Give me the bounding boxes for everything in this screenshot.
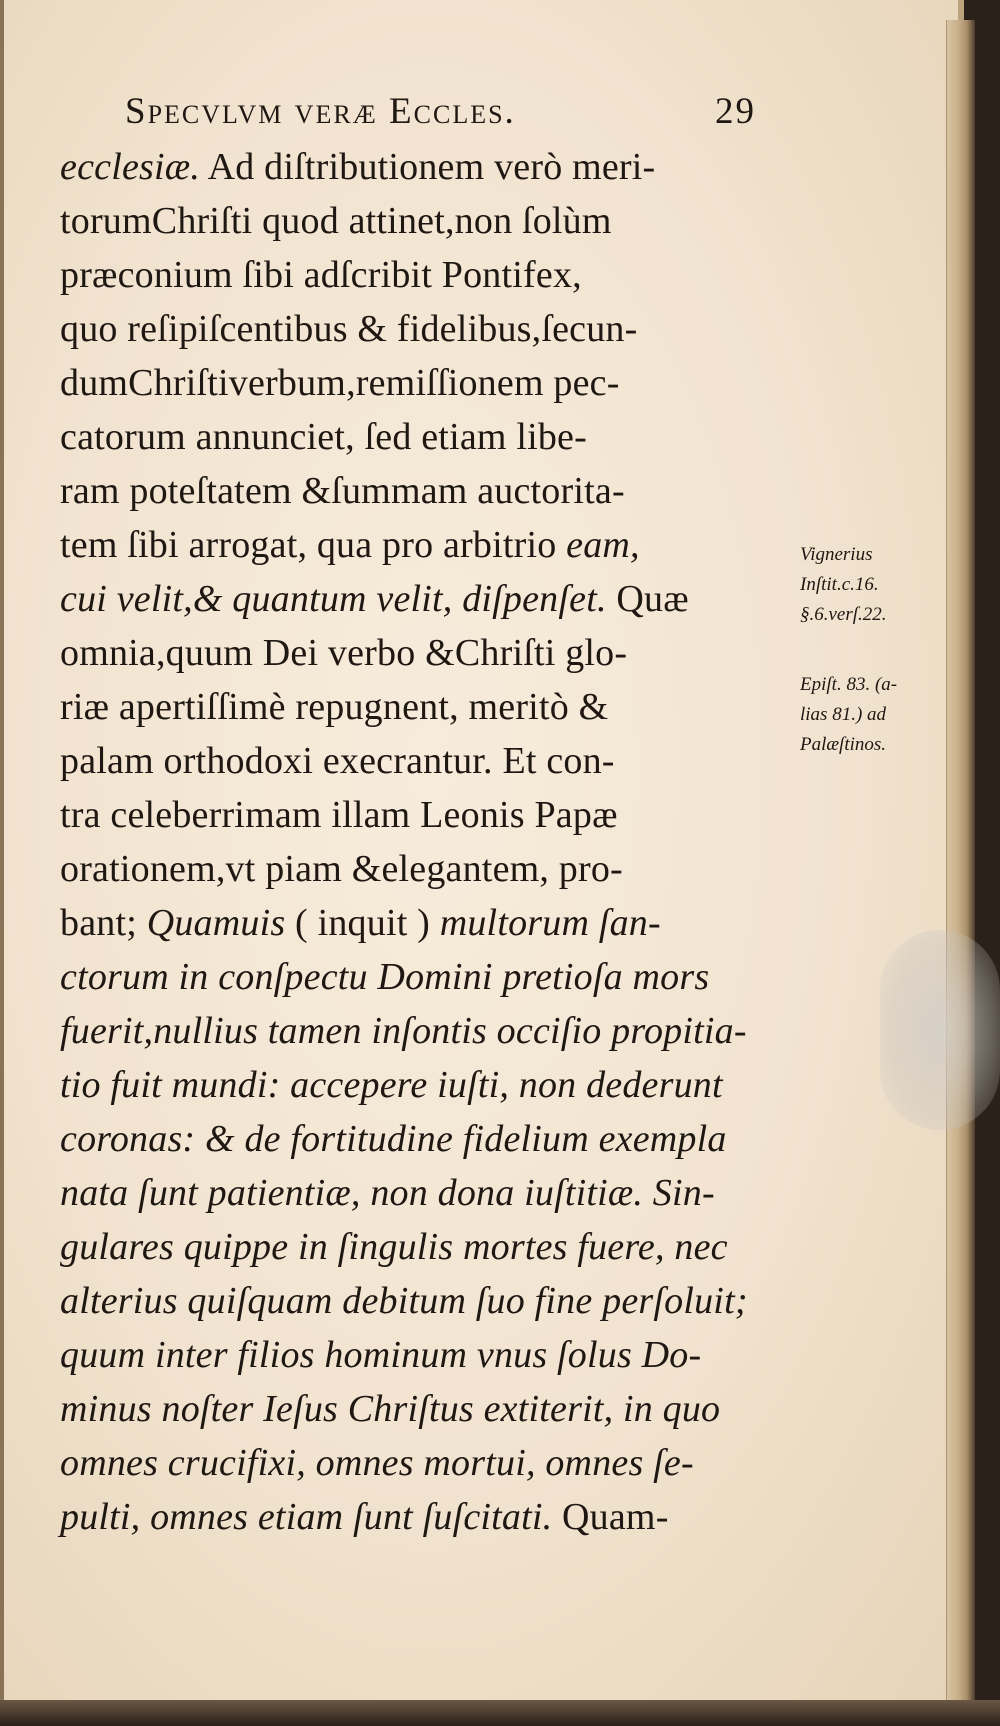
text-segment: omnia,quum Dei verbo &Chriſti glo- bbox=[60, 632, 628, 674]
text-line bbox=[60, 734, 800, 788]
italic-segment: multorum ſan- bbox=[439, 902, 661, 944]
margin-note-line: Epiſt. 83. (a- bbox=[800, 674, 898, 695]
text-line bbox=[60, 626, 800, 680]
margin-note bbox=[800, 670, 960, 760]
text-line bbox=[60, 950, 800, 1004]
text-segment: Quam- bbox=[552, 1496, 669, 1538]
italic-segment: pulti, omnes etiam ſunt ſuſcitati. bbox=[60, 1496, 553, 1538]
italic-segment: tio fuit mundi: accepere iuſti, non dederunt bbox=[60, 1064, 723, 1106]
italic-segment: omnes crucifixi, omnes mortui, omnes ſe- bbox=[60, 1442, 694, 1484]
page-number: 29 bbox=[715, 91, 756, 132]
bottom-shadow bbox=[0, 1700, 1000, 1726]
text-segment: dumChriſtiverbum,remiſſionem pec- bbox=[60, 362, 620, 404]
text-line bbox=[60, 1490, 800, 1544]
italic-segment: alterius quiſquam debitum ſuo fine perſoluit; bbox=[60, 1280, 748, 1322]
text-line bbox=[60, 1274, 800, 1328]
text-line bbox=[60, 896, 800, 950]
text-line bbox=[60, 356, 800, 410]
page-edge-stack bbox=[946, 20, 975, 1710]
italic-segment: Quamuis bbox=[146, 902, 286, 944]
body-text bbox=[60, 140, 800, 1544]
italic-segment: ctorum in conſpectu Domini pretioſa mors bbox=[60, 956, 710, 998]
italic-segment: eam, bbox=[566, 524, 640, 566]
italic-segment: coronas: & de fortitudine fidelium exempla bbox=[60, 1118, 727, 1160]
text-line bbox=[60, 302, 800, 356]
text-line bbox=[60, 464, 800, 518]
text-segment: quo reſipiſcentibus & fidelibus,ſecun- bbox=[60, 308, 638, 350]
text-line bbox=[60, 410, 800, 464]
text-segment: tem ſibi arrogat, qua pro arbitrio bbox=[60, 524, 567, 566]
margin-note-line: Inſtit.c.16. bbox=[800, 574, 879, 595]
running-title: Specvlvm veræ Eccles. bbox=[125, 91, 516, 132]
text-segment: ram poteſtatem &ſummam auctorita- bbox=[60, 470, 625, 512]
text-line bbox=[60, 194, 800, 248]
text-segment: bant; bbox=[60, 902, 147, 944]
text-line bbox=[60, 1220, 800, 1274]
text-line bbox=[60, 1166, 800, 1220]
text-line bbox=[60, 248, 800, 302]
light-glare bbox=[880, 930, 1000, 1130]
text-segment: orationem,vt piam &elegantem, pro- bbox=[60, 848, 623, 890]
italic-segment: ecclesiæ. bbox=[60, 146, 201, 188]
note-spacer bbox=[800, 630, 960, 670]
text-line bbox=[60, 1328, 800, 1382]
text-segment: præconium ſibi adſcribit Pontifex, bbox=[60, 254, 582, 296]
text-segment: Quæ bbox=[606, 578, 689, 620]
italic-segment: cui velit,& quantum velit, diſpenſet. bbox=[60, 578, 607, 620]
italic-segment: quum inter filios hominum vnus ſolus Do- bbox=[60, 1334, 702, 1376]
italic-segment: nata ſunt patientiæ, non dona iuſtitiæ. Sin- bbox=[60, 1172, 715, 1214]
text-segment: tra celeberrimam illam Leonis Papæ bbox=[60, 794, 618, 836]
text-line bbox=[60, 1382, 800, 1436]
text-line bbox=[60, 1004, 800, 1058]
text-segment: palam orthodoxi execrantur. Et con- bbox=[60, 740, 615, 782]
text-line bbox=[60, 680, 800, 734]
text-line bbox=[60, 1436, 800, 1490]
text-segment: torumChriſti quod attinet,non ſolùm bbox=[60, 200, 612, 242]
margin-note-line: §.6.verſ.22. bbox=[800, 604, 887, 625]
italic-segment: fuerit,nullius tamen inſontis occiſio propitia- bbox=[60, 1010, 747, 1052]
text-segment: ( inquit ) bbox=[285, 902, 440, 944]
text-line bbox=[60, 842, 800, 896]
margin-note-line: lias 81.) ad bbox=[800, 704, 887, 725]
italic-segment: minus noſter Ieſus Chriſtus extiterit, in quo bbox=[60, 1388, 721, 1430]
text-line bbox=[60, 140, 800, 194]
margin-note-line: Vignerius bbox=[800, 544, 873, 565]
text-line bbox=[60, 518, 800, 572]
margin-note-line: Palæſtinos. bbox=[800, 734, 887, 755]
running-header bbox=[125, 90, 785, 140]
text-segment: riæ apertiſſimè repugnent, meritò & bbox=[60, 686, 609, 728]
italic-segment: gulares quippe in ſingulis mortes fuere, nec bbox=[60, 1226, 728, 1268]
text-line bbox=[60, 572, 800, 626]
text-segment: catorum annunciet, ſed etiam libe- bbox=[60, 416, 587, 458]
margin-notes bbox=[800, 540, 960, 760]
text-line bbox=[60, 1112, 800, 1166]
text-segment: Ad diſtributionem verò meri- bbox=[200, 146, 656, 188]
text-line bbox=[60, 788, 800, 842]
text-line bbox=[60, 1058, 800, 1112]
margin-note bbox=[800, 540, 960, 630]
binding-edge bbox=[0, 0, 4, 1726]
